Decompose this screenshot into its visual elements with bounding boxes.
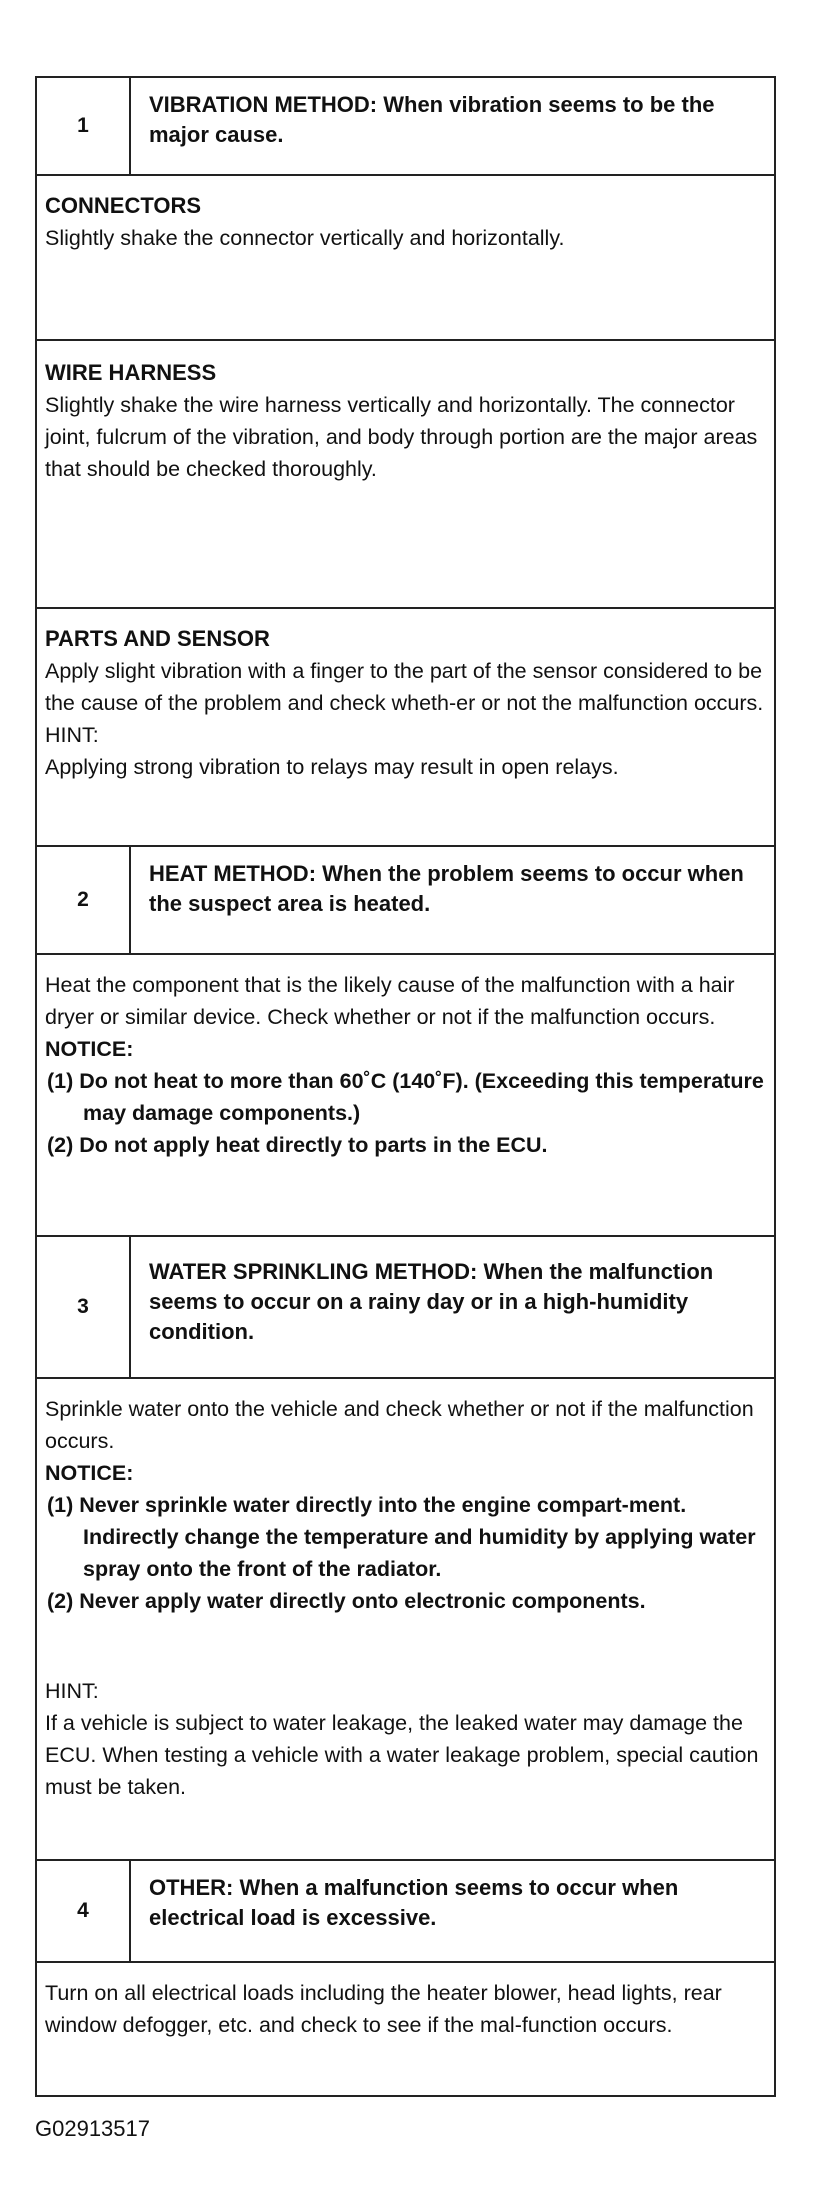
- water-hint-label: HINT:: [45, 1679, 99, 1703]
- wire-harness-text: Slightly shake the wire harness vertically and horizontally. The connector joint, fulcrum of the vibration, and body through portion are the major areas that should be checked thoroughly.: [45, 393, 758, 481]
- water-notice-label: NOTICE:: [45, 1461, 134, 1485]
- other-method-text: Turn on all electrical loads including the heater blower, head lights, rear window defogger, etc. and check to see if the mal-function occurs.: [45, 1981, 722, 2037]
- parts-sensor-hint-text: Applying strong vibration to relays may result in open relays.: [45, 755, 619, 779]
- connectors-text: Slightly shake the connector vertically and horizontally.: [45, 226, 565, 250]
- section-3-title: WATER SPRINKLING METHOD: When the malfunction seems to occur on a rainy day or in a high-humidity condition.: [149, 1259, 714, 1344]
- connectors-heading: CONNECTORS: [45, 193, 202, 218]
- section-2-number: 2: [37, 847, 131, 953]
- section-2-title: HEAT METHOD: When the problem seems to occur when the suspect area is heated.: [149, 861, 744, 916]
- section-3-number: 3: [37, 1237, 131, 1377]
- parts-sensor-block: [37, 609, 774, 847]
- other-method-block: [37, 1963, 774, 2095]
- connectors-block: [37, 176, 774, 341]
- heat-notice-2: (2) Do not apply heat directly to parts in the ECU.: [47, 1133, 548, 1157]
- section-1-title: VIBRATION METHOD: When vibration seems to be the major cause.: [149, 92, 715, 147]
- parts-sensor-hint-label: HINT:: [45, 723, 99, 747]
- water-notice-2: (2) Never apply water directly onto electronic components.: [47, 1589, 646, 1613]
- heat-notice-label: NOTICE:: [45, 1037, 134, 1061]
- water-method-text: Sprinkle water onto the vehicle and check whether or not if the malfunction occurs.: [45, 1397, 754, 1453]
- heat-method-text: Heat the component that is the likely cause of the malfunction with a hair dryer or similar device. Check whether or not if the malfunction occurs.: [45, 973, 735, 1029]
- spacer: [45, 1617, 764, 1675]
- section-4-number: 4: [37, 1861, 131, 1961]
- section-2-header: [37, 847, 774, 955]
- section-3-header: [37, 1237, 774, 1379]
- wire-harness-block: [37, 341, 774, 609]
- parts-sensor-heading: PARTS AND SENSOR: [45, 626, 270, 651]
- figure-code: G02913517: [35, 2116, 150, 2141]
- water-notice-1: (1) Never sprinkle water directly into the engine compart-ment. Indirectly change the temperature and humidity by applying water spray onto the front of the radiator.: [47, 1493, 756, 1581]
- heat-notice-1: (1) Do not heat to more than 60˚C (140˚F). (Exceeding this temperature may damage components.): [47, 1069, 764, 1125]
- parts-sensor-text: Apply slight vibration with a finger to the part of the sensor considered to be the cause of the problem and check wheth-er or not the malfunction occurs.: [45, 659, 764, 715]
- wire-harness-heading: WIRE HARNESS: [45, 360, 217, 385]
- water-hint-text: If a vehicle is subject to water leakage, the leaked water may damage the ECU. When testing a vehicle with a water leakage problem, special caution must be taken.: [45, 1711, 759, 1799]
- section-4-header: [37, 1861, 774, 1963]
- section-1-number: 1: [37, 78, 131, 174]
- heat-method-block: [37, 955, 774, 1237]
- water-sprinkling-block: [37, 1379, 774, 1861]
- section-1-header: [37, 78, 774, 176]
- section-4-title: OTHER: When a malfunction seems to occur when electrical load is excessive.: [149, 1875, 679, 1930]
- procedure-table: [35, 76, 776, 2097]
